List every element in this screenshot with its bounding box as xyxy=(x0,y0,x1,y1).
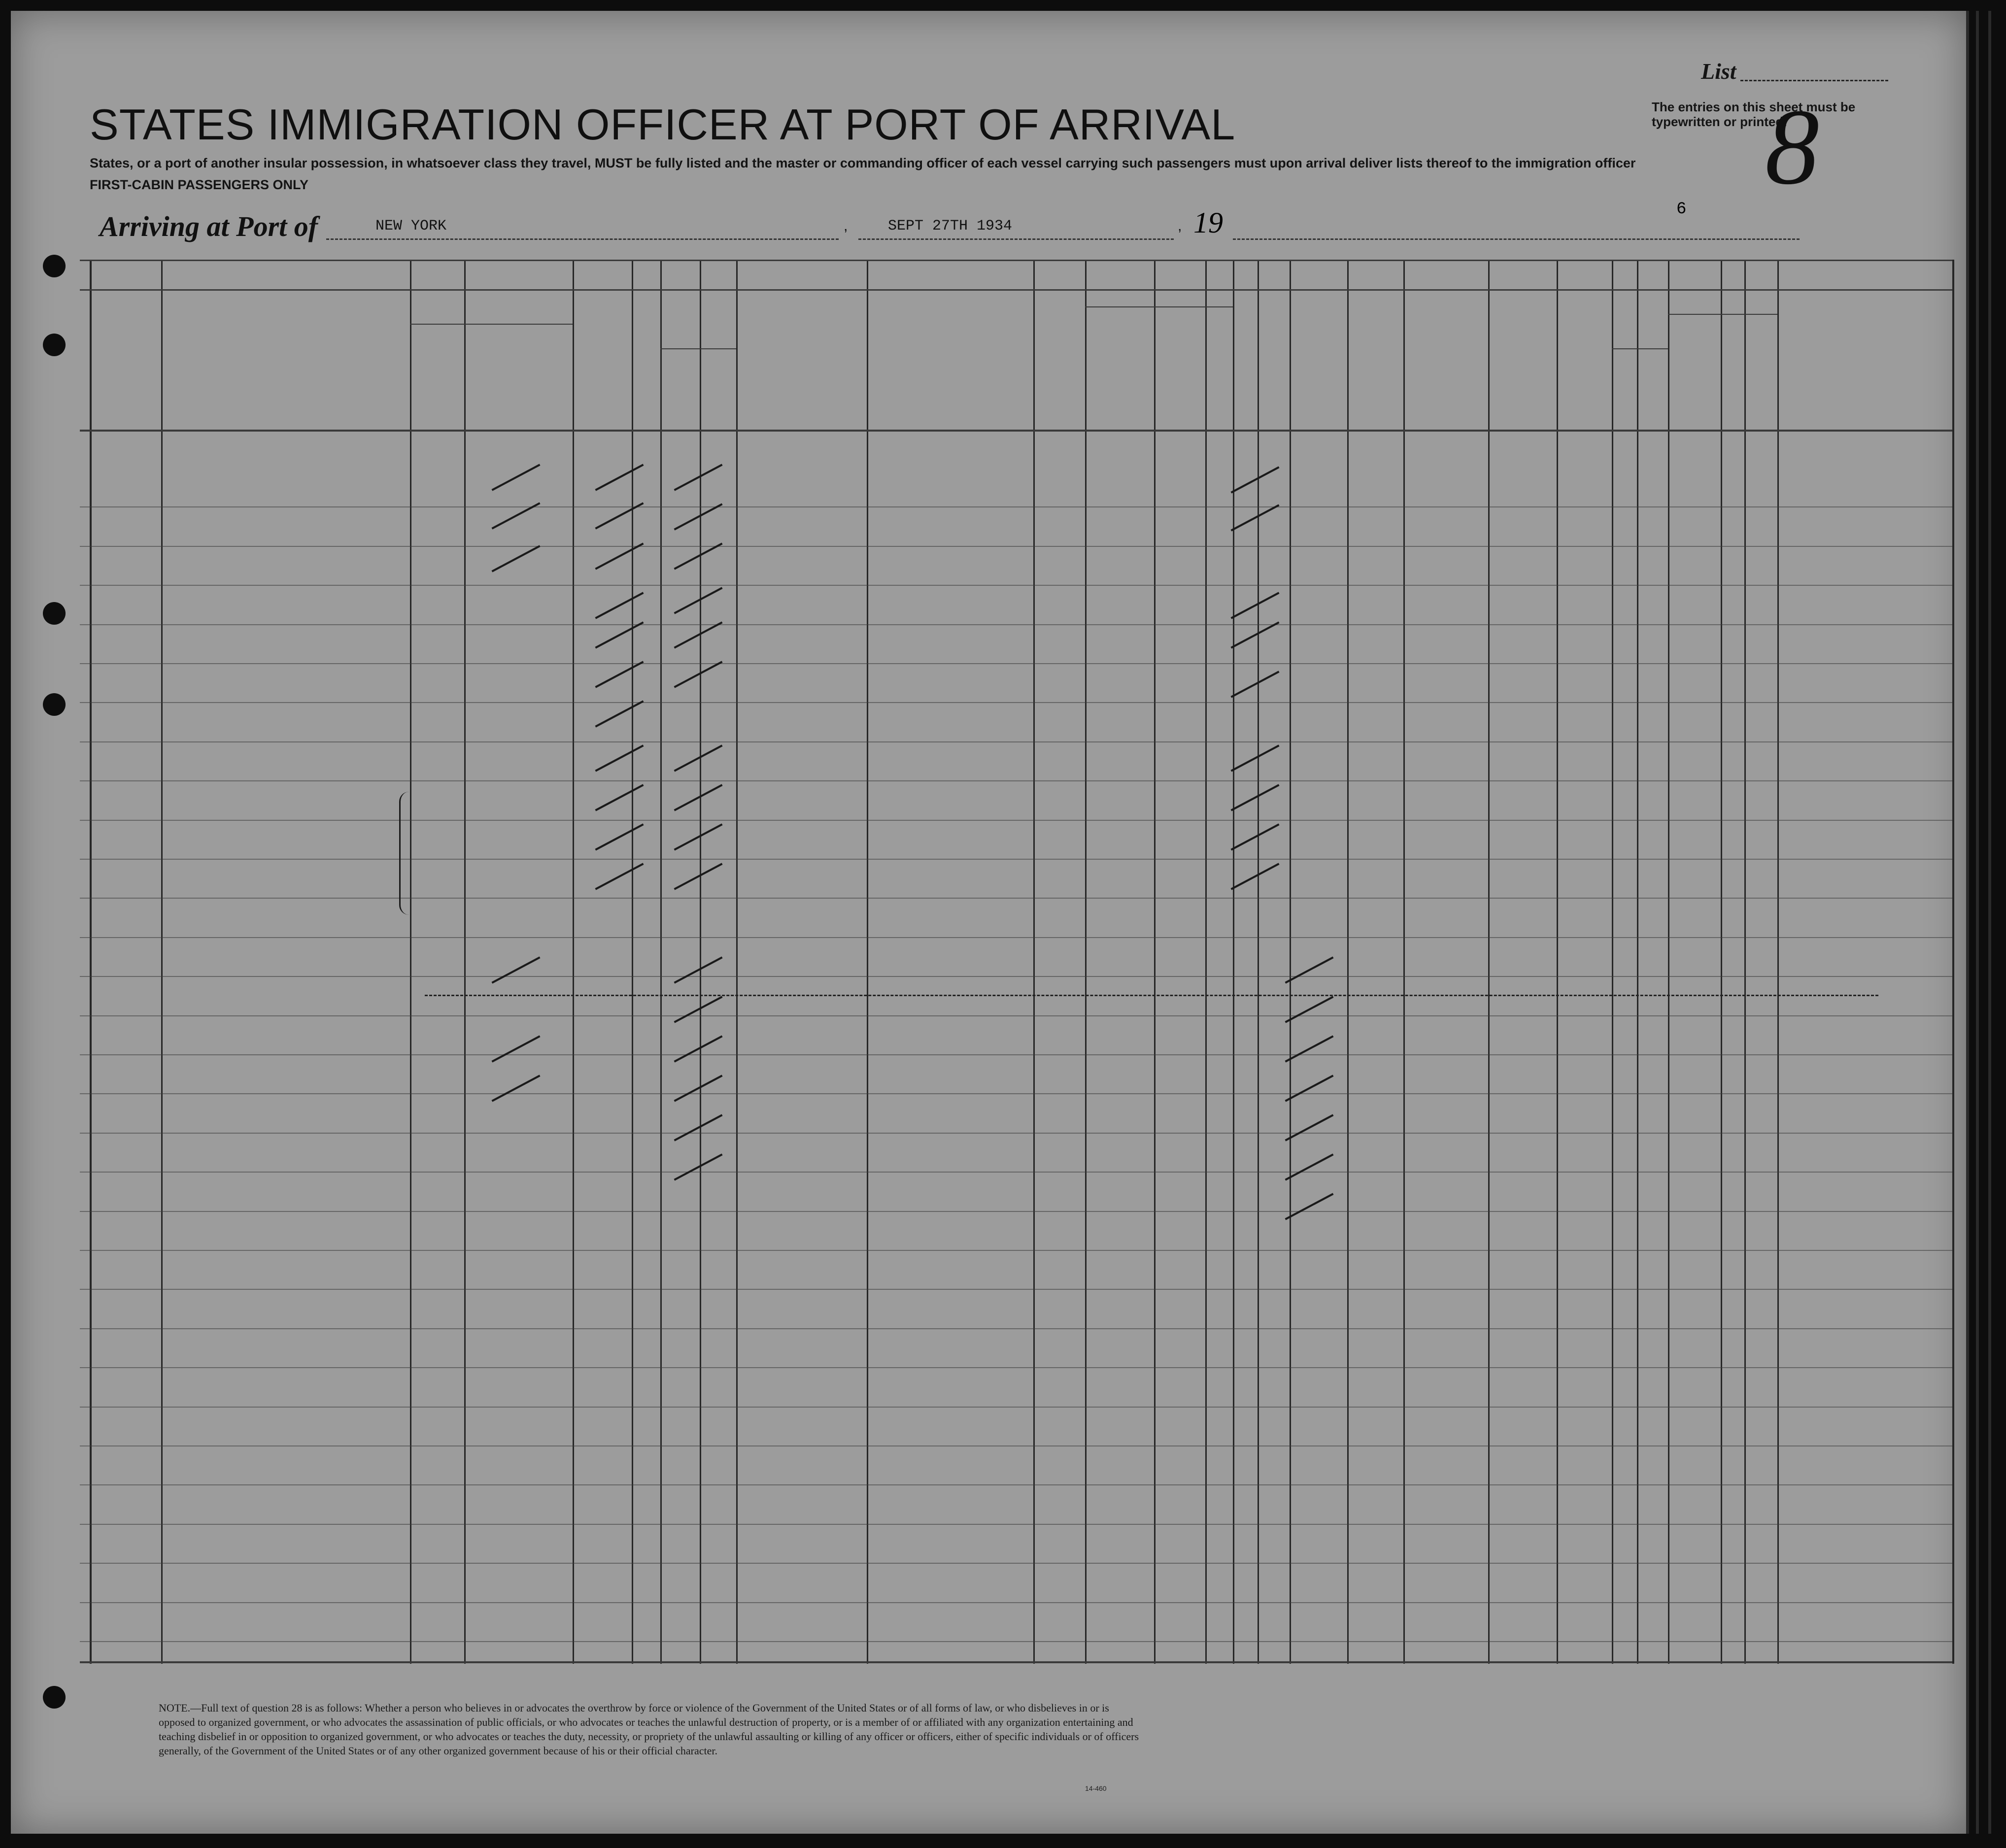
page-subtitle: States, or a port of another insular possession, in whatsoever class they travel, MUST be fully listed and the master or commanding officer of each vessel carrying such passengers must upon arrival deliver lists thereof to the immigration officer xyxy=(90,156,1636,170)
check-mark xyxy=(491,1035,540,1062)
check-mark xyxy=(1285,1075,1333,1102)
column-rule xyxy=(464,260,466,1664)
row-rule xyxy=(80,937,1952,938)
binder-hole xyxy=(43,1686,66,1709)
list-underline xyxy=(1740,80,1888,81)
row-rule xyxy=(80,1211,1952,1212)
check-mark xyxy=(595,592,644,619)
row-rule xyxy=(80,1563,1952,1564)
row-rule xyxy=(80,859,1952,860)
check-mark xyxy=(491,545,540,572)
column-rule xyxy=(736,260,738,1664)
check-mark xyxy=(1230,621,1279,648)
row-rule xyxy=(80,1367,1952,1368)
header-top-rule xyxy=(80,260,1952,261)
binder-hole xyxy=(43,334,66,356)
check-mark xyxy=(491,464,540,491)
check-mark xyxy=(1230,863,1279,890)
column-rule xyxy=(867,260,868,1664)
row-14-dashed-separator xyxy=(425,995,1878,996)
column-rule xyxy=(1777,260,1779,1664)
check-mark xyxy=(1285,1153,1333,1180)
column-rule xyxy=(1154,260,1156,1664)
check-mark xyxy=(595,621,644,648)
check-mark xyxy=(1230,784,1279,811)
header-bottom-rule xyxy=(80,430,1952,432)
list-number: 8 xyxy=(1765,87,1819,207)
row-rule xyxy=(80,1289,1952,1290)
manifest-sheet xyxy=(11,11,1966,1834)
column-rule xyxy=(1290,260,1291,1664)
check-mark xyxy=(595,863,644,890)
row-rule xyxy=(80,1328,1952,1329)
column-rule xyxy=(1668,260,1669,1664)
check-mark xyxy=(674,1035,722,1062)
column-rule xyxy=(1488,260,1490,1664)
check-mark xyxy=(1285,956,1333,983)
check-mark xyxy=(674,784,722,811)
column-rule xyxy=(1033,260,1035,1664)
row-rule xyxy=(80,780,1952,781)
date-value: SEPT 27TH 1934 xyxy=(888,218,1013,235)
bracket-stroke xyxy=(399,792,410,915)
row-rule xyxy=(80,1602,1952,1603)
column-rule xyxy=(161,260,163,1664)
subheader-rule xyxy=(1612,348,1668,349)
subheader-rule xyxy=(1085,306,1233,307)
row-rule xyxy=(80,1133,1952,1134)
check-mark xyxy=(1285,1114,1333,1141)
column-rule xyxy=(1637,260,1638,1664)
row-rule xyxy=(80,546,1952,547)
check-mark xyxy=(595,744,644,772)
column-rule xyxy=(1258,260,1259,1664)
row-rule xyxy=(80,1054,1952,1055)
column-rule xyxy=(1233,260,1234,1664)
binder-hole xyxy=(43,602,66,625)
row-rule xyxy=(80,1641,1952,1642)
check-mark xyxy=(674,1153,722,1180)
check-mark xyxy=(1230,671,1279,698)
row-rule xyxy=(80,1445,1952,1446)
check-mark xyxy=(674,1075,722,1102)
column-rule xyxy=(1347,260,1349,1664)
check-mark xyxy=(674,1114,722,1141)
check-mark xyxy=(674,823,722,850)
binder-hole xyxy=(43,693,66,716)
column-rule xyxy=(1721,260,1722,1664)
check-mark xyxy=(491,956,540,983)
manifest-table xyxy=(80,260,1952,1664)
subheader-rule xyxy=(410,324,573,325)
column-rule xyxy=(1205,260,1207,1664)
check-mark xyxy=(674,621,722,648)
check-mark xyxy=(1230,823,1279,850)
check-mark xyxy=(674,464,722,491)
row-rule xyxy=(80,898,1952,899)
row-rule xyxy=(80,1093,1952,1094)
check-mark xyxy=(491,1075,540,1102)
column-rule xyxy=(660,260,662,1664)
column-rule xyxy=(1612,260,1613,1664)
form-code: 14-460 xyxy=(1085,1784,1107,1792)
column-rule xyxy=(410,260,411,1664)
comma-2: , xyxy=(1178,218,1182,234)
port-line xyxy=(326,238,839,240)
column-rule xyxy=(700,260,701,1664)
list-label: List xyxy=(1701,59,1736,84)
row-rule xyxy=(80,624,1952,625)
check-mark xyxy=(595,784,644,811)
binder-hole xyxy=(43,255,66,277)
check-mark xyxy=(1230,504,1279,531)
check-mark xyxy=(1285,996,1333,1023)
arriving-label: Arriving at Port of xyxy=(100,210,318,242)
check-mark xyxy=(1285,1035,1333,1062)
row-rule xyxy=(80,976,1952,977)
column-rule xyxy=(1952,260,1954,1664)
check-mark xyxy=(1230,466,1279,493)
small-number: 6 xyxy=(1676,200,1687,219)
check-mark xyxy=(674,863,722,890)
table-bottom-rule xyxy=(80,1661,1952,1663)
check-mark xyxy=(595,700,644,727)
row-rule xyxy=(80,1015,1952,1016)
subheader-rule xyxy=(1668,314,1777,315)
check-mark xyxy=(674,744,722,772)
row-rule xyxy=(80,1407,1952,1408)
check-mark xyxy=(674,587,722,614)
check-mark xyxy=(1285,1193,1333,1220)
row-rule xyxy=(80,1484,1952,1485)
row-rule xyxy=(80,663,1952,664)
check-mark xyxy=(674,661,722,688)
row-rule xyxy=(80,820,1952,821)
header-number-rule xyxy=(80,289,1952,291)
column-rule xyxy=(1085,260,1087,1664)
date-line xyxy=(858,238,1174,240)
entries-note: The entries on this sheet must be typewritten or printed. xyxy=(1652,100,1856,129)
comma-1: , xyxy=(844,218,848,234)
row-rule xyxy=(80,585,1952,586)
row-rule xyxy=(80,506,1952,507)
column-rule xyxy=(90,260,92,1664)
column-rule xyxy=(1557,260,1558,1664)
row-rule xyxy=(80,1250,1952,1251)
check-mark xyxy=(595,823,644,850)
row-rule xyxy=(80,702,1952,703)
class-line: FIRST-CABIN PASSENGERS ONLY xyxy=(90,177,309,192)
check-mark xyxy=(595,661,644,688)
column-rule xyxy=(573,260,574,1664)
year-line xyxy=(1233,238,1800,240)
check-mark xyxy=(1230,592,1279,619)
footnote: NOTE.—Full text of question 28 is as follows: Whether a person who believes in or advocates the overthrow by force or violence of the Government of the United States or of all forms of law, or who disbelieves in or is opposed to organized government, or who advocates the assassination of public officials, or who advocates or teaches the unlawful destruction of property, or is a member of or affiliated with any organization entertaining and teaching disbelief in or opposition to organized government, or who advocates or teaches the duty, necessity, or propriety of the unlawful assaulting or killing of any officer or officers, either of specific individuals or of officers generally, of the Government of the United States or of any other organized government because of his or their official character. xyxy=(159,1702,1139,1757)
check-mark xyxy=(674,996,722,1023)
check-mark xyxy=(674,956,722,983)
subheader-rule xyxy=(660,348,736,349)
check-mark xyxy=(1230,744,1279,772)
row-rule xyxy=(80,741,1952,742)
check-mark xyxy=(595,464,644,491)
column-rule xyxy=(1403,260,1405,1664)
row-rule xyxy=(80,1172,1952,1173)
port-value: NEW YORK xyxy=(375,218,447,235)
year-prefix: 19 xyxy=(1193,206,1223,239)
page-title: STATES IMMIGRATION OFFICER AT PORT OF ARRIVAL xyxy=(90,100,1236,149)
row-rule xyxy=(80,1524,1952,1525)
column-rule xyxy=(1744,260,1746,1664)
